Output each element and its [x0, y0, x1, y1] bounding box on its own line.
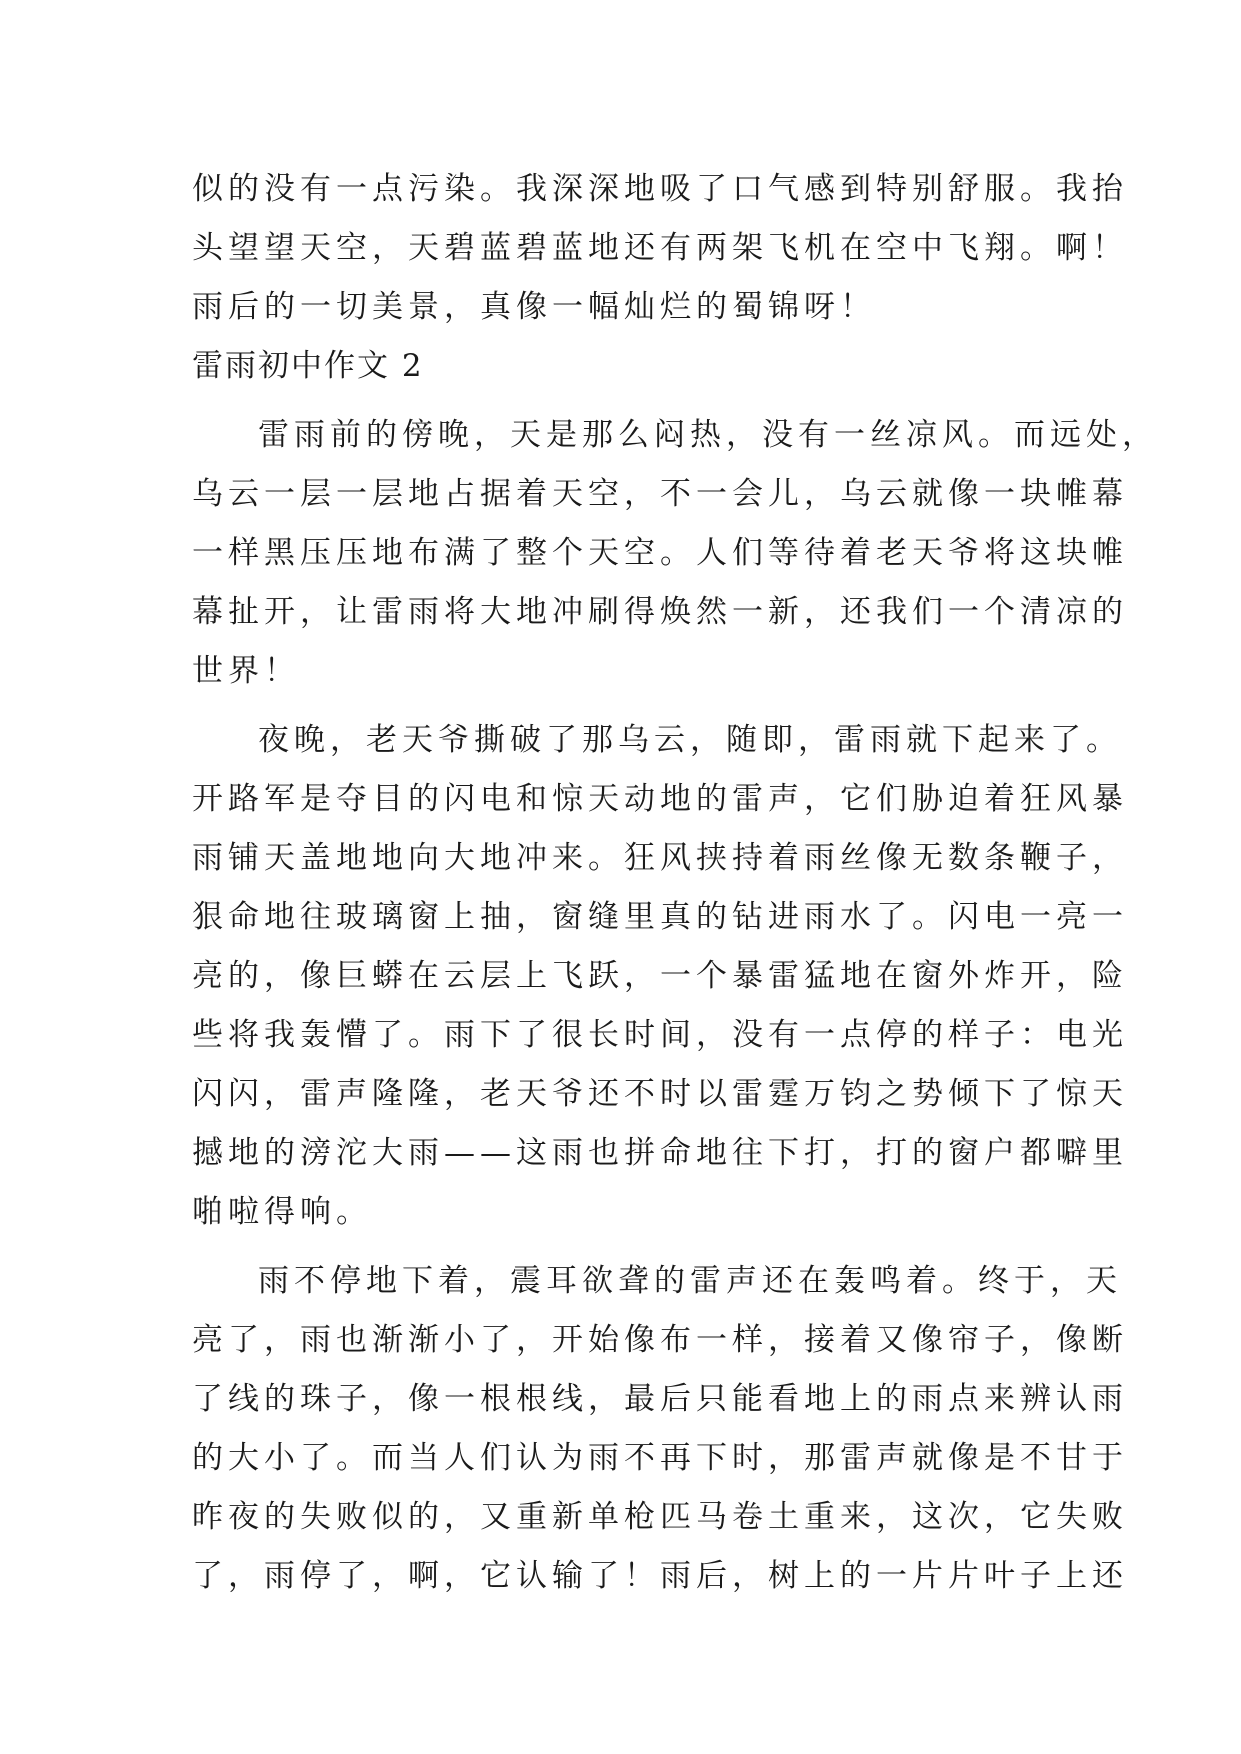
text-line: 乌云一层一层地占据着天空，不一会儿，乌云就像一块帷幕 [192, 476, 1128, 512]
paragraph-2 [192, 711, 1128, 1242]
text-line: 头望望天空，天碧蓝碧蓝地还有两架飞机在空中飞翔。啊！ [192, 230, 1128, 266]
text-line: 世界！ [192, 653, 300, 689]
text-line: 夜晚，老天爷撕破了那乌云，随即，雷雨就下起来了。 [258, 722, 1122, 758]
text-line: 的大小了。而当人们认为雨不再下时，那雷声就像是不甘于 [192, 1440, 1128, 1476]
text-line: 雨不停地下着，震耳欲聋的雷声还在轰鸣着。终于，天 [258, 1263, 1122, 1299]
text-line: 狠命地往玻璃窗上抽，窗缝里真的钻进雨水了。闪电一亮一 [192, 899, 1128, 935]
continuation-paragraph [192, 160, 1128, 337]
text-line: 雨铺天盖地地向大地冲来。狂风挟持着雨丝像无数条鞭子， [192, 840, 1128, 876]
text-line: 了线的珠子，像一根根线，最后只能看地上的雨点来辨认雨 [192, 1381, 1128, 1417]
text-line: 些将我轰懵了。雨下了很长时间，没有一点停的样子：电光 [192, 1017, 1128, 1053]
text-line: 幕扯开，让雷雨将大地冲刷得焕然一新，还我们一个清凉的 [192, 594, 1128, 630]
text-line: 开路军是夺目的闪电和惊天动地的雷声，它们胁迫着狂风暴 [192, 781, 1128, 817]
text-line: 啪啦得响。 [192, 1194, 372, 1230]
section-title: 雷雨初中作文 2 [192, 348, 424, 384]
text-line: 似的没有一点污染。我深深地吸了口气感到特别舒服。我抬 [192, 171, 1128, 207]
text-line: 了，雨停了，啊，它认输了！雨后，树上的一片片叶子上还 [192, 1558, 1128, 1594]
text-line: 雷雨前的傍晚，天是那么闷热，没有一丝凉风。而远处， [258, 417, 1158, 453]
text-line: 亮了，雨也渐渐小了，开始像布一样，接着又像帘子，像断 [192, 1322, 1128, 1358]
paragraph-3 [192, 1252, 1128, 1606]
text-line: 雨后的一切美景，真像一幅灿烂的蜀锦呀！ [192, 289, 876, 325]
text-line: 亮的，像巨蟒在云层上飞跃，一个暴雷猛地在窗外炸开，险 [192, 958, 1128, 994]
paragraph-1 [192, 406, 1158, 701]
text-line: 昨夜的失败似的，又重新单枪匹马卷土重来，这次，它失败 [192, 1499, 1128, 1535]
document-page [192, 160, 1158, 1606]
text-line: 撼地的滂沱大雨——这雨也拼命地往下打，打的窗户都噼里 [192, 1135, 1128, 1171]
text-line: 一样黑压压地布满了整个天空。人们等待着老天爷将这块帷 [192, 535, 1128, 571]
text-line: 闪闪，雷声隆隆，老天爷还不时以雷霆万钧之势倾下了惊天 [192, 1076, 1128, 1112]
